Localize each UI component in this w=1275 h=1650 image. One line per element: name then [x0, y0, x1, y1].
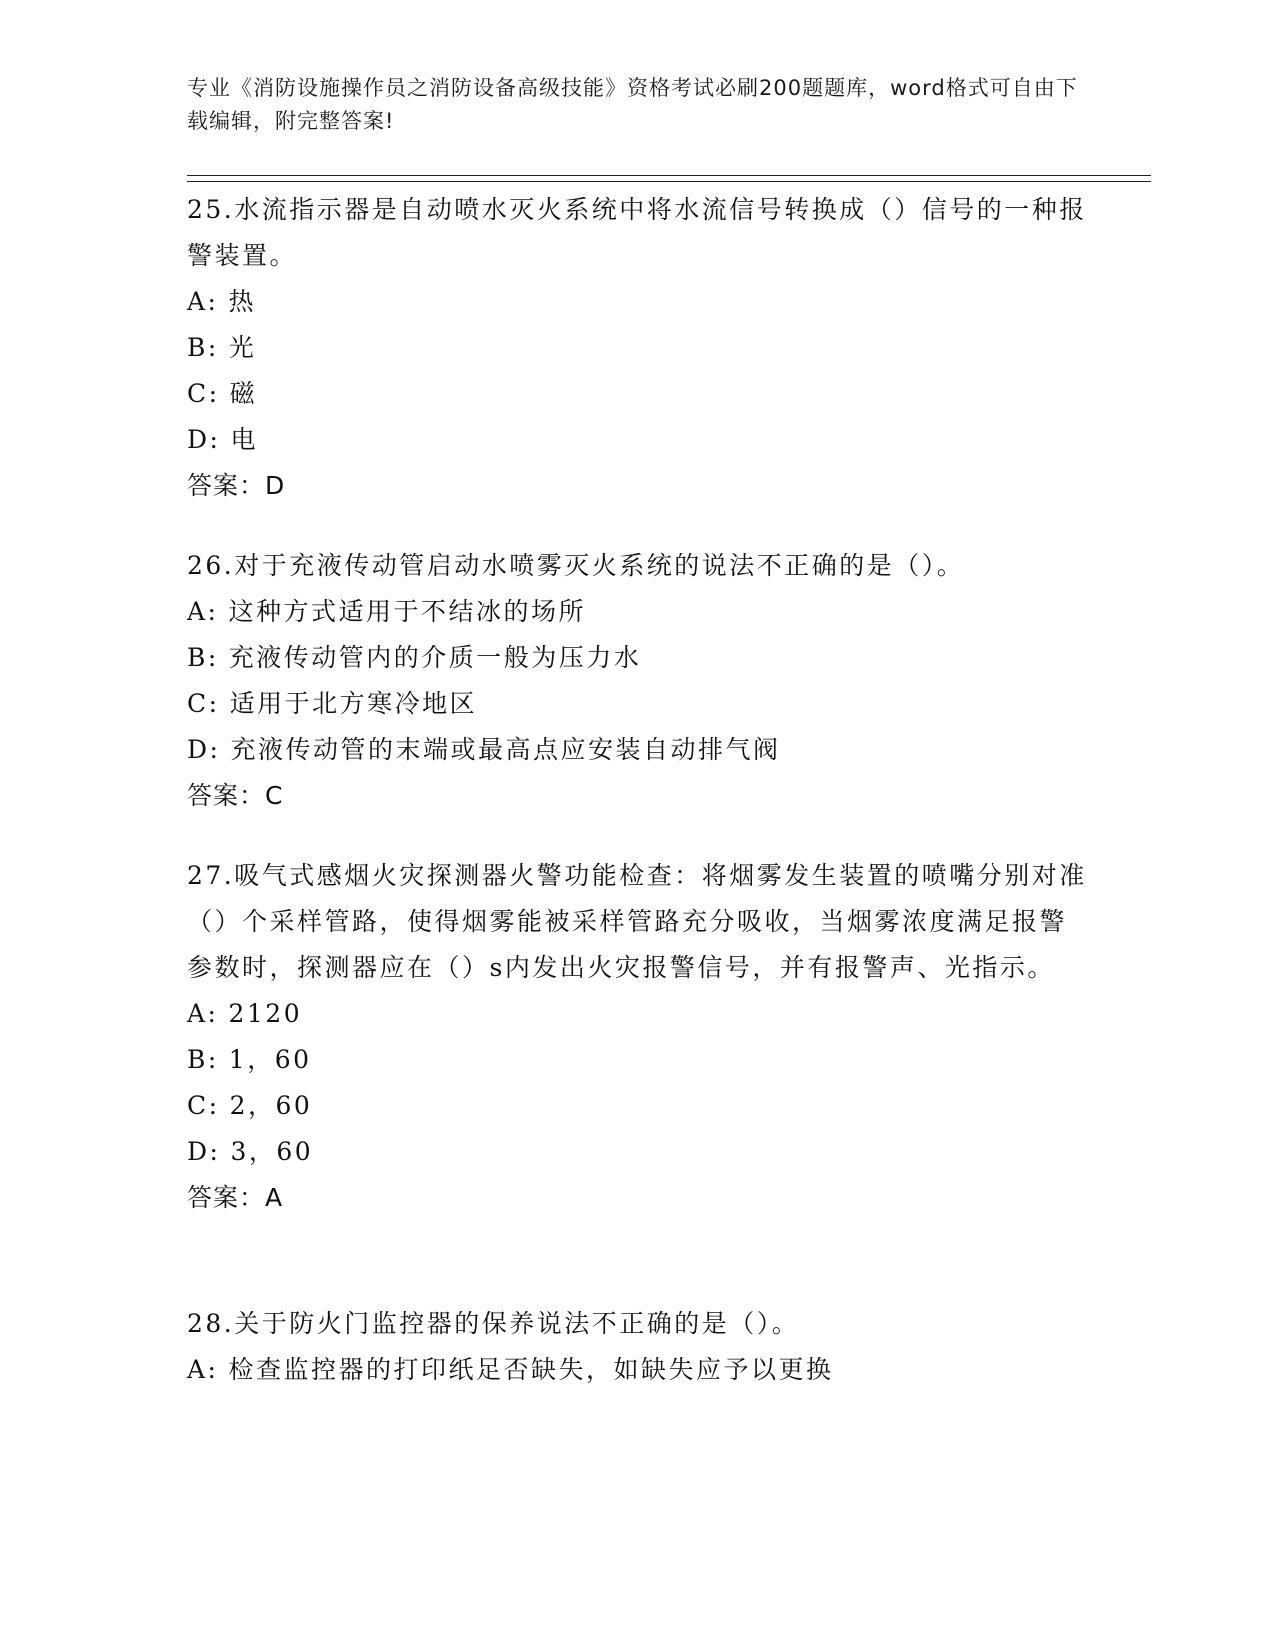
option-letter: A:	[187, 287, 219, 316]
option-d	[187, 417, 1087, 463]
option-text: 2，60	[229, 1091, 313, 1120]
question-block	[187, 1301, 1087, 1393]
option-letter: D:	[187, 425, 221, 454]
option-b	[187, 635, 1087, 681]
option-letter: C:	[187, 379, 220, 408]
option-d	[187, 727, 1087, 773]
option-letter: D:	[187, 1137, 221, 1166]
option-letter: C:	[187, 689, 220, 718]
option-text: 检查监控器的打印纸足否缺失，如缺失应予以更换	[228, 1355, 834, 1384]
question-block	[187, 187, 1087, 509]
document-header	[187, 72, 1087, 138]
header-intro-text: 专业《消防设施操作员之消防设备高级技能》资格考试必刷200题题库，word格式可自由下载编辑，附完整答案!	[187, 76, 1078, 133]
answer-line: 答案：D	[187, 471, 286, 500]
option-text: 这种方式适用于不结冰的场所	[228, 597, 586, 626]
option-letter: A:	[187, 597, 219, 626]
option-text: 1，60	[228, 1045, 312, 1074]
header-divider-top	[187, 175, 1151, 176]
question-block	[187, 543, 1087, 819]
answer-line: 答案：C	[187, 781, 284, 810]
option-a	[187, 991, 1087, 1037]
option-letter: C:	[187, 1091, 220, 1120]
option-letter: A:	[187, 1355, 219, 1384]
option-letter: B:	[187, 333, 219, 362]
option-a	[187, 279, 1087, 325]
header-divider-bottom	[187, 181, 1151, 182]
option-text: 2120	[228, 999, 303, 1028]
option-text: 充液传动管内的介质一般为压力水	[228, 643, 642, 672]
answer-line: 答案：A	[187, 1183, 284, 1212]
question-stem: 27.吸气式感烟火灾探测器火警功能检查：将烟雾发生装置的喷嘴分别对准（）个采样管路，使得烟雾能被采样管路充分吸收，当烟雾浓度满足报警参数时，探测器应在（）s内发出火灾报警信号，并有报警声、光指示。	[187, 861, 1087, 982]
option-letter: A:	[187, 999, 219, 1028]
option-text: 3，60	[230, 1137, 314, 1166]
option-b	[187, 325, 1087, 371]
question-block	[187, 853, 1087, 1221]
option-text: 光	[228, 333, 257, 362]
option-letter: B:	[187, 1045, 219, 1074]
question-stem: 25.水流指示器是自动喷水灭火系统中将水流信号转换成（）信号的一种报警装置。	[187, 195, 1087, 270]
option-c	[187, 681, 1087, 727]
option-text: 热	[228, 287, 256, 316]
option-c	[187, 1083, 1087, 1129]
option-b	[187, 1037, 1087, 1083]
option-text: 磁	[229, 379, 258, 408]
option-text: 电	[230, 425, 258, 454]
option-letter: D:	[187, 735, 221, 764]
option-a	[187, 589, 1087, 635]
option-text: 充液传动管的末端或最高点应安装自动排气阀	[230, 735, 781, 764]
option-d	[187, 1129, 1087, 1175]
question-stem: 26.对于充液传动管启动水喷雾灭火系统的说法不正确的是（）。	[187, 551, 965, 580]
option-text: 适用于北方寒冷地区	[229, 689, 478, 718]
option-a	[187, 1347, 1087, 1393]
option-letter: B:	[187, 643, 219, 672]
question-stem: 28.关于防火门监控器的保养说法不正确的是（）。	[187, 1309, 800, 1338]
option-c	[187, 371, 1087, 417]
